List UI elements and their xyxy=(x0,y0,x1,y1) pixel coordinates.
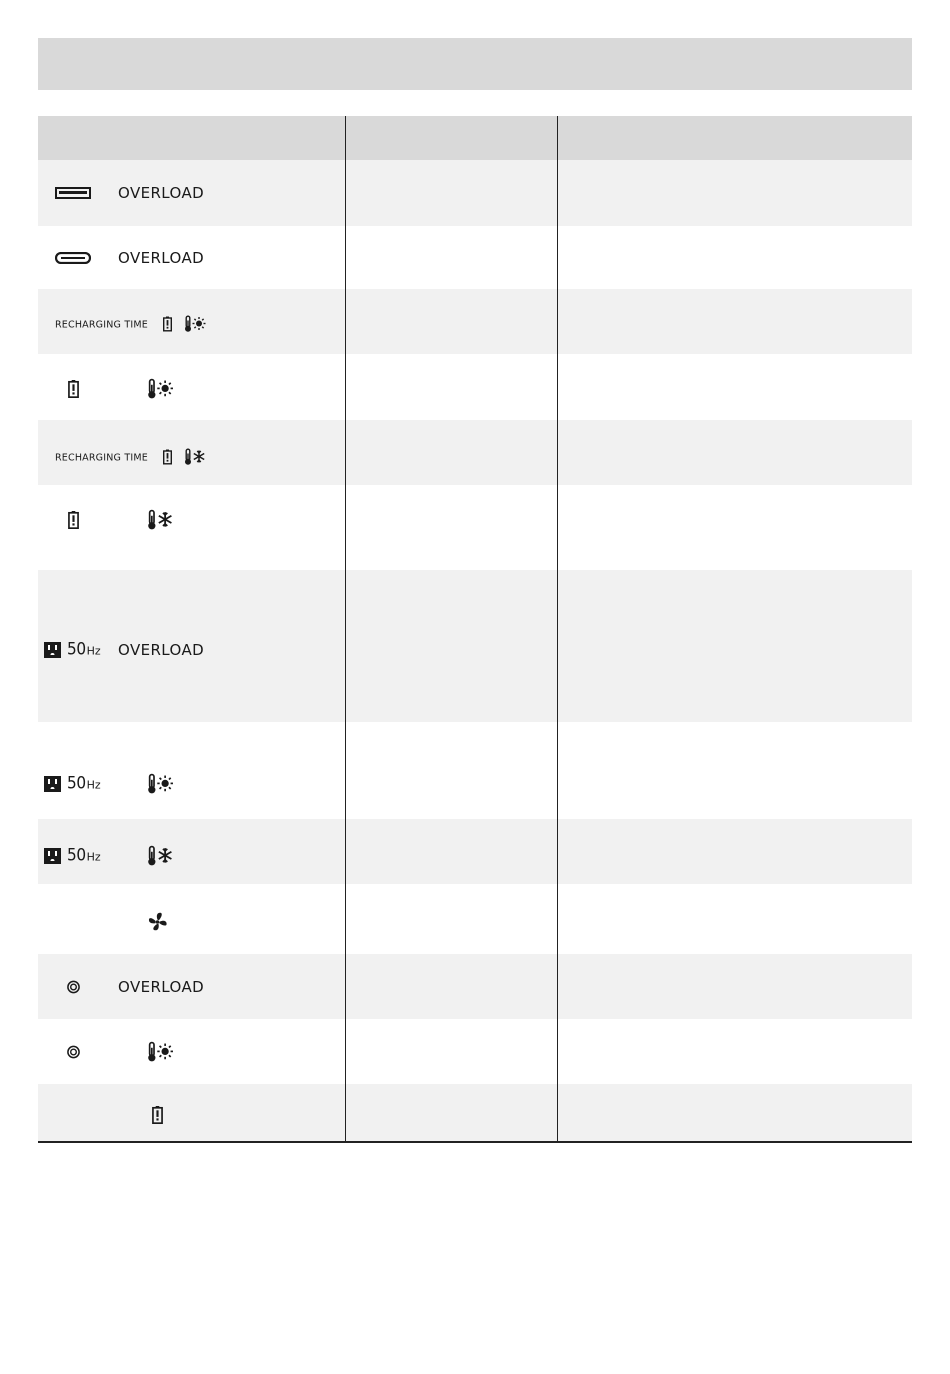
ac-outlet-icon xyxy=(44,776,61,792)
recharging-time-label: RECHARGING TIME xyxy=(55,452,148,464)
ac-outlet-icon xyxy=(44,848,61,864)
overload-label: OVERLOAD xyxy=(118,641,205,659)
dc-port-icon xyxy=(67,1046,80,1059)
frequency-value: 50 xyxy=(67,639,86,660)
frequency-unit: Hz xyxy=(86,778,101,792)
thermometer-cold-icon xyxy=(184,449,208,466)
frequency-readout xyxy=(66,845,101,866)
usb-a-port-icon xyxy=(55,187,91,199)
column-divider xyxy=(345,116,346,1142)
table-row xyxy=(38,884,912,954)
column-divider xyxy=(557,116,558,1142)
recharging-time-label: RECHARGING TIME xyxy=(55,319,148,331)
thermometer-hot-icon xyxy=(147,379,176,400)
frequency-unit: Hz xyxy=(86,850,101,864)
table-header-row xyxy=(38,116,912,160)
battery-warning-icon xyxy=(163,450,172,465)
frequency-readout xyxy=(66,773,101,794)
thermometer-cold-icon xyxy=(147,510,176,531)
table-row xyxy=(38,722,912,819)
battery-warning-icon xyxy=(163,317,172,332)
table-row xyxy=(38,1084,912,1141)
thermometer-hot-icon xyxy=(184,316,208,333)
title-bar xyxy=(38,38,912,90)
fan-icon xyxy=(147,912,168,933)
thermometer-cold-icon xyxy=(147,846,176,867)
overload-label: OVERLOAD xyxy=(118,249,205,267)
overload-label: OVERLOAD xyxy=(118,184,205,202)
frequency-readout xyxy=(66,639,101,660)
thermometer-hot-icon xyxy=(147,774,176,795)
error-code-table xyxy=(38,116,912,1142)
battery-warning-icon xyxy=(152,1106,163,1124)
frequency-unit: Hz xyxy=(86,644,101,658)
overload-label: OVERLOAD xyxy=(118,978,205,996)
dc-port-icon xyxy=(67,981,80,994)
table-bottom-border xyxy=(38,1141,912,1143)
frequency-value: 50 xyxy=(67,845,86,866)
battery-warning-icon xyxy=(68,380,79,398)
battery-warning-icon xyxy=(68,511,79,529)
thermometer-hot-icon xyxy=(147,1042,176,1063)
ac-outlet-icon xyxy=(44,642,61,658)
usb-c-port-icon xyxy=(55,252,91,264)
frequency-value: 50 xyxy=(67,773,86,794)
